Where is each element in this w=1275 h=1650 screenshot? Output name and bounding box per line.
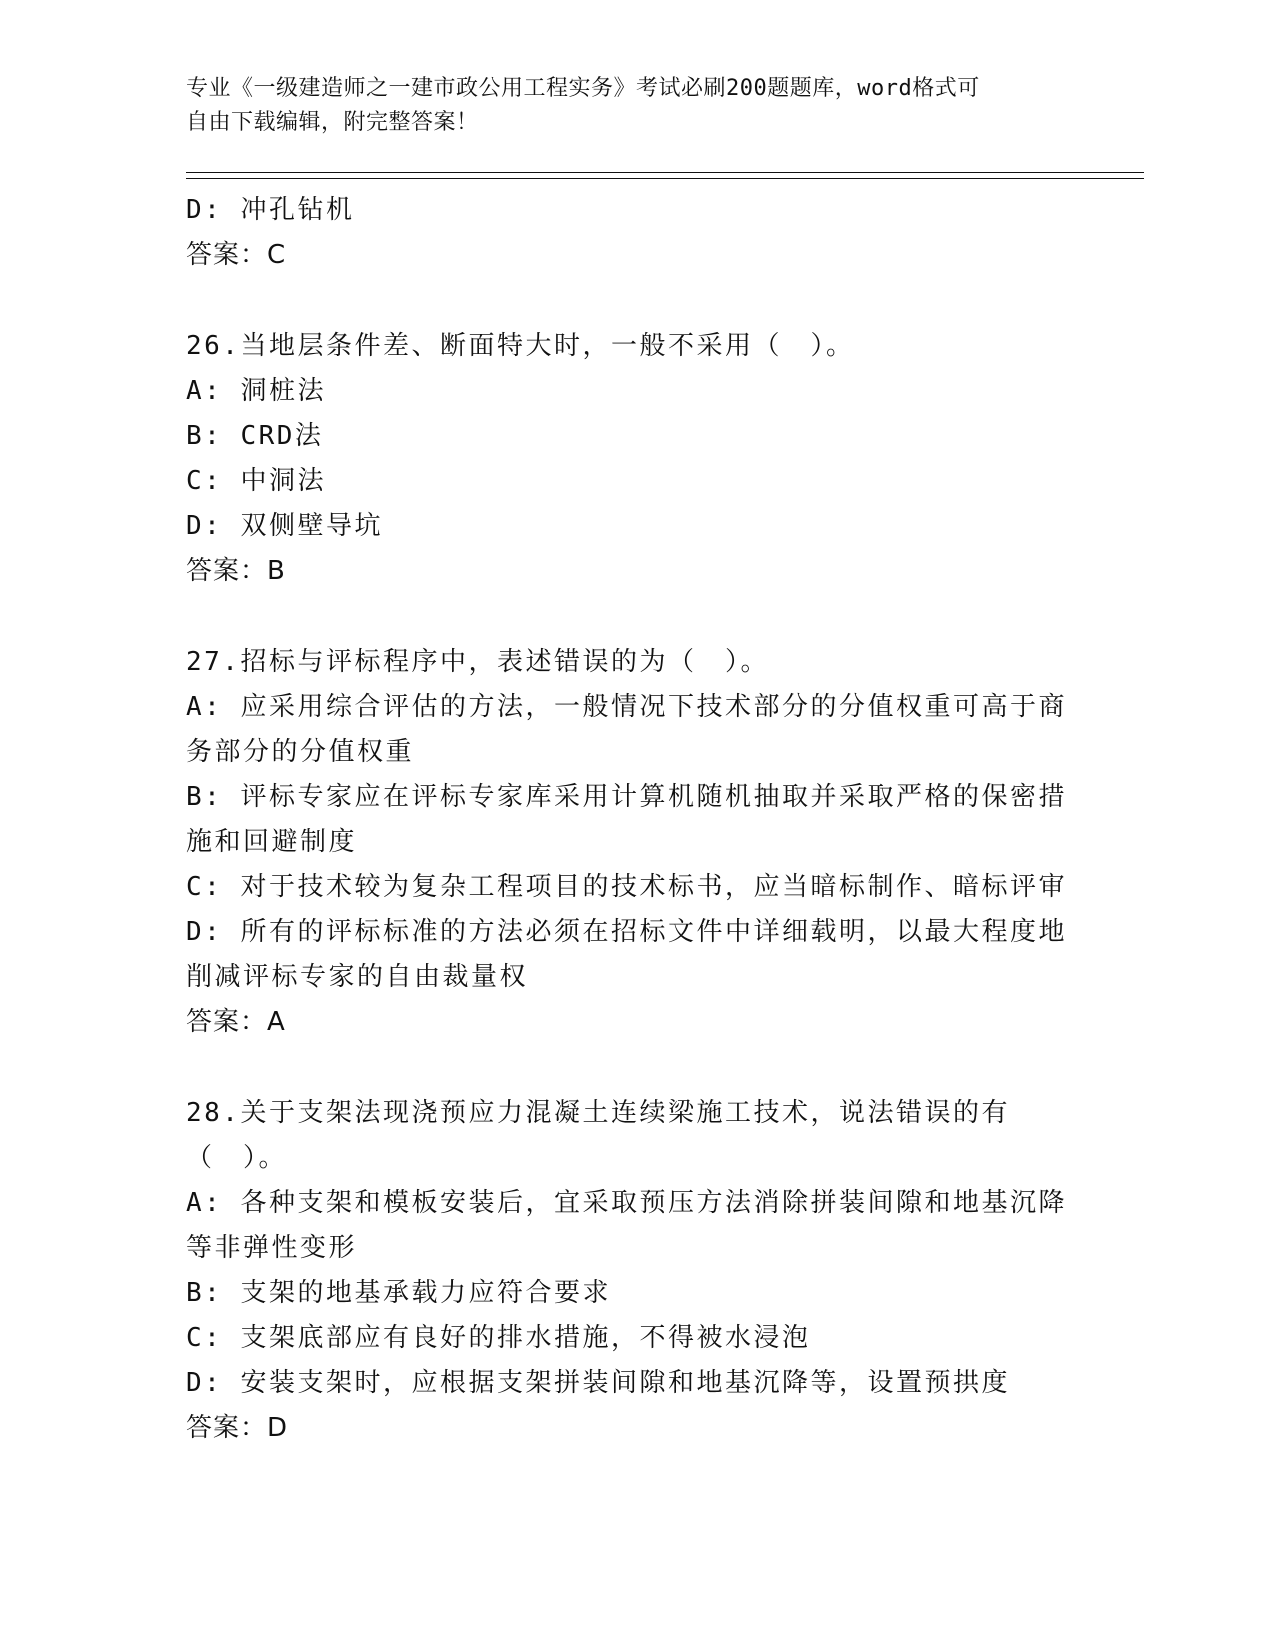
header-line-1: 专业《一级建造师之一建市政公用工程实务》考试必刷200题题库，word格式可: [186, 76, 980, 101]
prev-option-d: D: 冲孔钻机: [186, 195, 355, 225]
option-d: D: 安装支架时，应根据支架拼装间隙和地基沉降等，设置预拱度: [186, 1368, 1010, 1398]
question-26: [186, 324, 1076, 594]
option-d: D: 所有的评标标准的方法必须在招标文件中详细载明，以最大程度地削减评标专家的自由裁量权: [186, 917, 1067, 992]
question-stem: 28.关于支架法现浇预应力混凝土连续梁施工技术，说法错误的有（ ）。: [186, 1098, 1010, 1173]
prev-answer: 答案：C: [186, 240, 287, 270]
header-rule-bottom: [186, 178, 1144, 179]
header-line-2: 自由下载编辑，附完整答案！: [186, 110, 479, 135]
answer: 答案：D: [186, 1413, 289, 1443]
question-stem: 26.当地层条件差、断面特大时，一般不采用（ ）。: [186, 331, 855, 361]
option-c: C: 支架底部应有良好的排水措施，不得被水浸泡: [186, 1323, 811, 1353]
header-rule-top: [186, 172, 1144, 173]
question-stem: 27.招标与评标程序中，表述错误的为（ ）。: [186, 647, 769, 677]
question-28: [186, 1091, 1076, 1451]
question-27: [186, 640, 1076, 1045]
option-b: B: 评标专家应在评标专家库采用计算机随机抽取并采取严格的保密措施和回避制度: [186, 782, 1067, 857]
option-b: B: CRD法: [186, 421, 324, 451]
option-c: C: 中洞法: [186, 466, 326, 496]
question-content: [186, 188, 1076, 1451]
option-a: A: 应采用综合评估的方法，一般情况下技术部分的分值权重可高于商务部分的分值权重: [186, 692, 1067, 767]
option-c: C: 对于技术较为复杂工程项目的技术标书，应当暗标制作、暗标评审: [186, 872, 1067, 902]
option-b: B: 支架的地基承载力应符合要求: [186, 1278, 611, 1308]
option-a: A: 各种支架和模板安装后，宜采取预压方法消除拼装间隙和地基沉降等非弹性变形: [186, 1188, 1067, 1263]
option-a: A: 洞桩法: [186, 376, 326, 406]
document-header: [186, 72, 1066, 140]
answer: 答案：B: [186, 556, 286, 586]
option-d: D: 双侧壁导坑: [186, 511, 383, 541]
answer: 答案：A: [186, 1007, 286, 1037]
